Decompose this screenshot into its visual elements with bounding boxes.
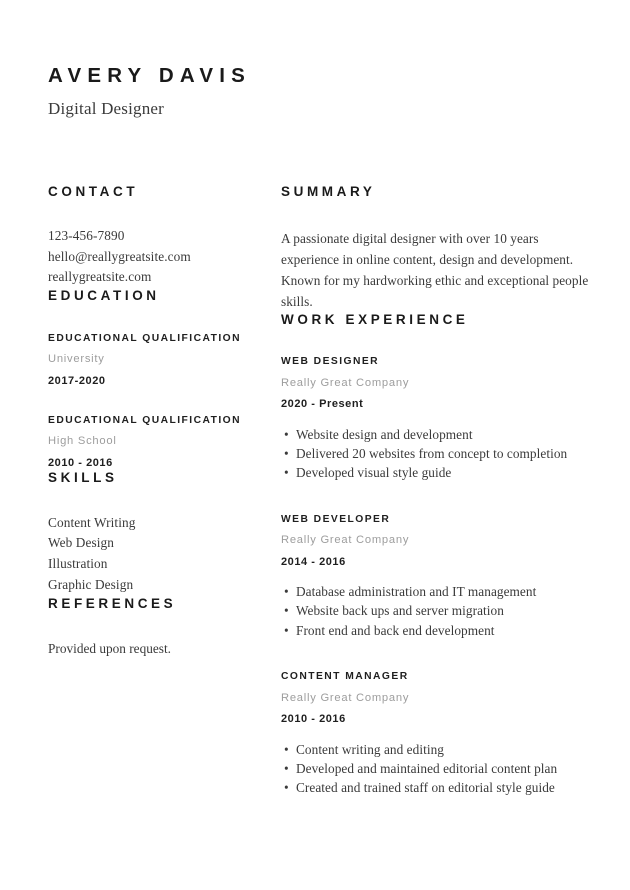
- contact-heading: CONTACT: [48, 184, 139, 199]
- bullet-icon: •: [284, 603, 289, 619]
- duty-item: [281, 601, 591, 620]
- bullet-icon: •: [284, 426, 289, 442]
- section-summary: [281, 184, 591, 312]
- skill-item: Illustration: [48, 556, 108, 572]
- bullet-icon: •: [284, 584, 289, 600]
- education-entry-title: EDUCATIONAL QUALIFICATION: [48, 332, 241, 344]
- contact-website: reallygreatsite.com: [48, 269, 152, 285]
- duty-item: [281, 463, 591, 482]
- work-entry-dates: 2014 - 2016: [281, 555, 346, 568]
- summary-heading: SUMMARY: [281, 184, 376, 199]
- duty-item: [281, 425, 591, 444]
- duty-text: Delivered 20 websites from concept to completion: [296, 446, 568, 462]
- resume-header: [48, 64, 588, 119]
- right-column: [281, 184, 591, 798]
- work-experience-list: [281, 355, 591, 797]
- work-entry-org: Really Great Company: [281, 534, 410, 547]
- work-entry-org: Really Great Company: [281, 691, 410, 704]
- section-contact: [48, 184, 253, 288]
- duty-item: [281, 778, 591, 797]
- contact-phone: 123-456-7890: [48, 228, 125, 244]
- skills-list: [48, 513, 253, 596]
- section-education: [48, 288, 253, 471]
- references-text: Provided upon request.: [48, 640, 171, 656]
- references-heading: REFERENCES: [48, 595, 177, 611]
- duty-text: Database administration and IT management: [296, 584, 537, 600]
- bullet-icon: •: [284, 741, 289, 757]
- duty-item: [281, 759, 591, 778]
- section-skills: [48, 470, 253, 595]
- summary-text: A passionate digital designer with over 10 years experience in online content, design and development. Known for my hardworking ethic and exceptional people skills.: [281, 231, 589, 310]
- work-entry-duties: [281, 582, 591, 640]
- education-entry-dates: 2017-2020: [48, 374, 106, 387]
- contact-email: hello@reallygreatsite.com: [48, 248, 191, 264]
- left-column: [48, 184, 253, 659]
- bullet-icon: •: [284, 760, 289, 776]
- work-entry-dates: 2020 - Present: [281, 398, 364, 411]
- duty-text: Created and trained staff on editorial style guide: [296, 780, 555, 796]
- education-entry-org: University: [48, 353, 105, 366]
- duty-item: [281, 444, 591, 463]
- candidate-job-title: Digital Designer: [48, 98, 165, 118]
- bullet-icon: •: [284, 446, 289, 462]
- duty-text: Website design and development: [296, 426, 473, 442]
- duty-text: Front end and back end development: [296, 622, 495, 638]
- education-entry-title: EDUCATIONAL QUALIFICATION: [48, 415, 241, 427]
- education-entry: [48, 332, 253, 388]
- work-entry-duties: [281, 425, 591, 483]
- work-entry-org: Really Great Company: [281, 376, 410, 389]
- section-references: [48, 596, 253, 659]
- duty-text: Developed and maintained editorial content plan: [296, 760, 558, 776]
- work-entry-title: CONTENT MANAGER: [281, 671, 409, 683]
- education-entry-org: High School: [48, 435, 117, 448]
- work-entry-title: WEB DESIGNER: [281, 356, 380, 368]
- work-experience-heading: WORK EXPERIENCE: [281, 312, 469, 328]
- duty-text: Website back ups and server migration: [296, 603, 504, 619]
- skill-item: Graphic Design: [48, 576, 134, 592]
- duty-item: [281, 621, 591, 640]
- work-entry-duties: [281, 740, 591, 798]
- skill-item: Content Writing: [48, 514, 136, 530]
- work-entry-title: WEB DEVELOPER: [281, 513, 391, 525]
- skill-item: Web Design: [48, 535, 115, 551]
- bullet-icon: •: [284, 780, 289, 796]
- duty-text: Content writing and editing: [296, 741, 444, 757]
- work-entry: [281, 670, 591, 797]
- duty-text: Developed visual style guide: [296, 465, 452, 481]
- work-entry-dates: 2010 - 2016: [281, 713, 346, 726]
- education-heading: EDUCATION: [48, 287, 160, 303]
- bullet-icon: •: [284, 465, 289, 481]
- duty-item: [281, 740, 591, 759]
- candidate-name: AVERY DAVIS: [48, 64, 252, 87]
- contact-list: [48, 226, 253, 288]
- work-entry: [281, 355, 591, 482]
- skills-heading: SKILLS: [48, 470, 118, 486]
- education-entry-dates: 2010 - 2016: [48, 457, 113, 470]
- work-entry: [281, 513, 591, 640]
- education-list: [48, 332, 253, 470]
- section-work-experience: [281, 312, 591, 798]
- bullet-icon: •: [284, 622, 289, 638]
- education-entry: [48, 414, 253, 470]
- duty-item: [281, 582, 591, 601]
